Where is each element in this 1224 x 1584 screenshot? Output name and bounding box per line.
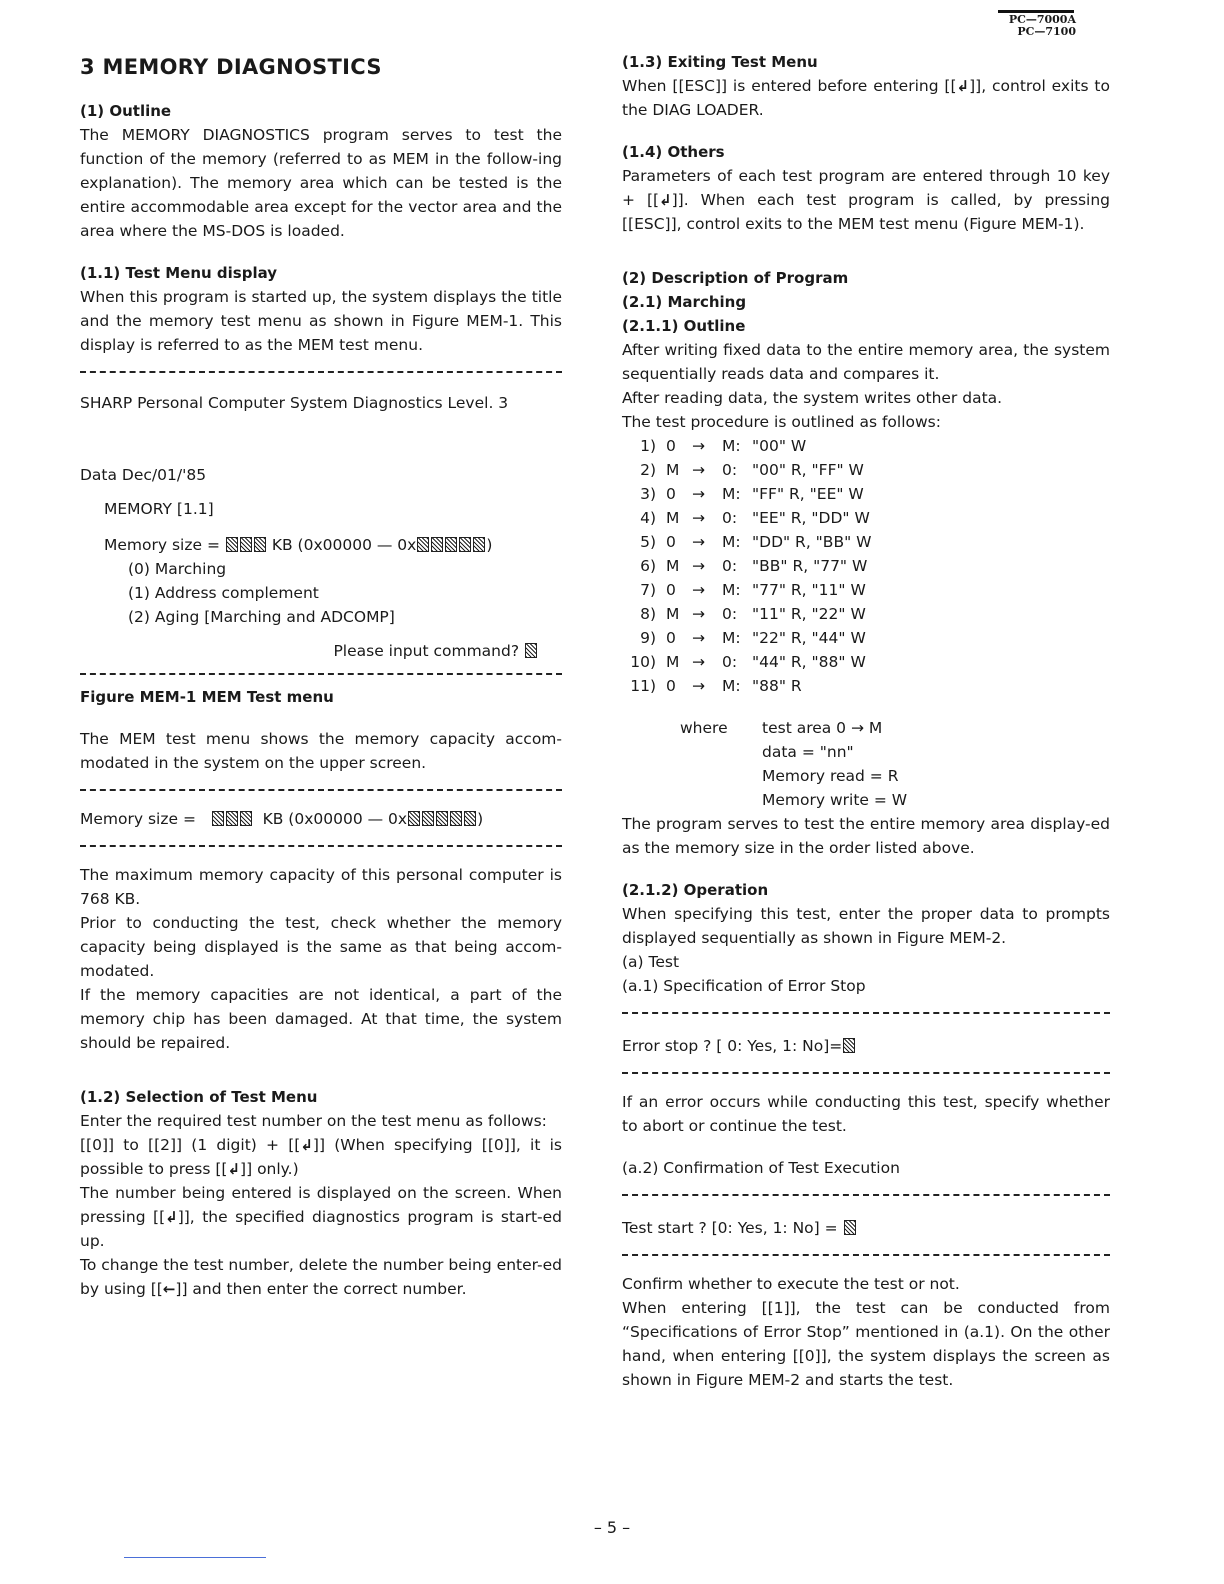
procedure-b: 0: xyxy=(722,605,738,623)
where-item: test area 0 → M xyxy=(762,719,883,737)
procedure-a: M xyxy=(666,461,680,479)
procedure-n: 10) xyxy=(630,653,656,671)
procedure-arrow: → xyxy=(692,653,705,671)
procedure-arrow: → xyxy=(692,677,705,695)
procedure-n: 4) xyxy=(640,509,656,527)
procedure-b: 0: xyxy=(722,509,738,527)
procedure-d: "88" R xyxy=(752,677,802,695)
procedure-d: "00" W xyxy=(752,437,807,455)
where-item: Memory write = W xyxy=(762,791,908,809)
where-legend xyxy=(680,716,1110,812)
menu-option-0: (0) Marching xyxy=(128,560,227,578)
divider xyxy=(80,371,562,373)
size-end: ) xyxy=(486,536,493,554)
selection-change-text: To change the test number, delete the number being enter-ed by using [[←]] and then enter the correct number. xyxy=(80,1253,562,1301)
divider xyxy=(622,1072,1110,1074)
procedure-b: M: xyxy=(722,485,741,503)
procedure-arrow: → xyxy=(692,461,705,479)
test-start-prompt: Test start ? [0: Yes, 1: No] = xyxy=(622,1216,1110,1240)
selection-display-text: The number being entered is displayed on the screen. When pressing [[↲]], the specified diagnostics program is start-ed up. xyxy=(80,1184,562,1250)
procedure-a: M xyxy=(666,605,680,623)
screen-memory: MEMORY [1.1] xyxy=(104,500,214,518)
model-b: PC—7100 xyxy=(1017,25,1076,38)
procedure-d: "DD" R, "BB" W xyxy=(752,533,872,551)
procedure-d: "44" R, "88" W xyxy=(752,653,866,671)
procedure-n: 11) xyxy=(630,677,656,695)
procedure-list xyxy=(630,434,1110,698)
menu-display-heading: (1.1) Test Menu display xyxy=(80,264,278,282)
right-column xyxy=(622,50,1110,1392)
procedure-d: "BB" R, "77" W xyxy=(752,557,868,575)
procedure-d: "FF" R, "EE" W xyxy=(752,485,864,503)
procedure-b: 0: xyxy=(722,653,738,671)
procedure-n: 8) xyxy=(640,605,656,623)
procedure-a: 0 xyxy=(666,437,676,455)
command-prompt: Please input command? xyxy=(80,639,562,663)
procedure-n: 9) xyxy=(640,629,656,647)
page-title: 3 MEMORY DIAGNOSTICS xyxy=(80,55,382,79)
divider xyxy=(622,1194,1110,1196)
exit-text: When [[ESC]] is entered before entering [[↲]], control exits to the DIAG LOADER. xyxy=(622,74,1110,122)
procedure-intro: The test procedure is outlined as follows: xyxy=(622,413,941,431)
selection-text: [[0]] to [[2]] (1 digit) + [[↲]] (When specifying [[0]], it is possible to press [[↲]] only.) xyxy=(80,1133,562,1181)
procedure-b: M: xyxy=(722,629,741,647)
procedure-b: M: xyxy=(722,533,741,551)
backspace-key-icon: ← xyxy=(162,1280,176,1298)
outline-heading: (1) Outline xyxy=(80,102,172,120)
procedure-a: 0 xyxy=(666,581,676,599)
selection-heading: (1.2) Selection of Test Menu xyxy=(80,1088,318,1106)
procedure-b: M: xyxy=(722,437,741,455)
after-figure-text: The MEM test menu shows the memory capacity accom-modated in the system on the upper screen. xyxy=(80,730,562,772)
outline2-text: After writing fixed data to the entire memory area, the system sequentially reads data and compares it. xyxy=(622,341,1110,383)
divider xyxy=(80,789,562,791)
menu-option-1: (1) Address complement xyxy=(128,584,319,602)
procedure-b: 0: xyxy=(722,461,738,479)
cursor-box xyxy=(525,643,537,658)
size-prefix: Memory size = xyxy=(104,536,220,554)
procedure-d: "22" R, "44" W xyxy=(752,629,866,647)
procedure-arrow: → xyxy=(692,605,705,623)
procedure-n: 2) xyxy=(640,461,656,479)
menu-option-2: (2) Aging [Marching and ADCOMP] xyxy=(128,608,395,626)
procedure-n: 7) xyxy=(640,581,656,599)
procedure-a: 0 xyxy=(666,677,676,695)
procedure-b: M: xyxy=(722,677,741,695)
procedure-a: 0 xyxy=(666,533,676,551)
divider xyxy=(622,1012,1110,1014)
enter-key-icon: ↲ xyxy=(659,191,672,209)
divider xyxy=(80,673,562,675)
page-header xyxy=(1009,14,1076,38)
error-text: If an error occurs while conducting this test, specify whether to abort or continue the test. xyxy=(622,1093,1110,1135)
procedure-a: M xyxy=(666,509,680,527)
a1-heading: (a.1) Specification of Error Stop xyxy=(622,977,866,995)
screen-title: SHARP Personal Computer System Diagnostics Level. 3 xyxy=(80,394,509,412)
procedure-d: "EE" R, "DD" W xyxy=(752,509,870,527)
procedure-arrow: → xyxy=(692,509,705,527)
screen-memory-size xyxy=(80,533,562,557)
procedure-b: 0: xyxy=(722,557,738,575)
prior-text: Prior to conducting the test, check whether the memory capacity being displayed is the same as that being accom-modated. xyxy=(80,914,562,980)
cursor-box xyxy=(843,1038,855,1053)
operation-text: When specifying this test, enter the proper data to prompts displayed sequentially as shown in Figure MEM-2. xyxy=(622,905,1110,947)
mem-test-menu-screen xyxy=(80,383,562,663)
selection-line1: Enter the required test number on the test menu as follows: xyxy=(80,1112,547,1130)
left-column xyxy=(80,50,562,1301)
size-mid: KB (0x00000 — 0x xyxy=(271,536,417,554)
where-item: Memory read = R xyxy=(762,767,899,785)
procedure-a: 0 xyxy=(666,485,676,503)
divider xyxy=(80,845,562,847)
when-text: When entering [[1]], the test can be conducted from “Specifications of Error Stop” mentioned in (a.1). On the other hand, when entering [[0]], the system displays the screen as shown in Figure MEM-2 and starts the test. xyxy=(622,1299,1110,1389)
page-number: – 5 – xyxy=(593,1518,631,1537)
menu-display-text: When this program is started up, the system displays the title and the memory test menu as shown in Figure MEM-1. This display is referred to as the MEM test menu. xyxy=(80,288,562,354)
model-a: PC—7000A xyxy=(1008,13,1076,26)
procedure-d: "11" R, "22" W xyxy=(752,605,866,623)
procedure-d: "77" R, "11" W xyxy=(752,581,866,599)
enter-key-icon: ↲ xyxy=(956,77,970,95)
after-read-text: After reading data, the system writes other data. xyxy=(622,389,1003,407)
cursor-box xyxy=(844,1220,856,1235)
procedure-d: "00" R, "FF" W xyxy=(752,461,864,479)
procedure-n: 1) xyxy=(640,437,656,455)
procedure-arrow: → xyxy=(692,533,705,551)
procedure-b: M: xyxy=(722,581,741,599)
procedure-a: M xyxy=(666,653,680,671)
footer-line xyxy=(124,1557,266,1558)
if-text: If the memory capacities are not identical, a part of the memory chip has been damaged. At that time, the system should be repaired. xyxy=(80,986,562,1052)
a2-heading: (a.2) Confirmation of Test Execution xyxy=(622,1159,900,1177)
capacity-text: The maximum memory capacity of this personal computer is 768 KB. xyxy=(80,866,562,908)
error-stop-prompt: Error stop ? [ 0: Yes, 1: No]= xyxy=(622,1034,1110,1058)
a-test: (a) Test xyxy=(622,953,680,971)
procedure-n: 3) xyxy=(640,485,656,503)
memory-size-line: Memory size = KB (0x00000 — 0x ) xyxy=(80,810,484,828)
operation-heading: (2.1.2) Operation xyxy=(622,881,769,899)
procedure-n: 5) xyxy=(640,533,656,551)
enter-key-icon: ↲ xyxy=(300,1136,313,1154)
figure-caption: Figure MEM-1 MEM Test menu xyxy=(80,688,334,706)
procedure-a: M xyxy=(666,557,680,575)
procedure-arrow: → xyxy=(692,437,705,455)
program-text: The program serves to test the entire memory area display-ed as the memory size in the order listed above. xyxy=(622,815,1110,857)
marching-heading: (2.1) Marching xyxy=(622,293,747,311)
description-heading: (2) Description of Program xyxy=(622,269,849,287)
procedure-arrow: → xyxy=(692,629,705,647)
outline-text: The MEMORY DIAGNOSTICS program serves to test the function of the memory (referred to as MEM in the follow-ing explanation). The memory area which can be tested is the entire accommodable area except for the vector area and the area where the MS-DOS is loaded. xyxy=(80,126,562,240)
confirm-text: Confirm whether to execute the test or not. xyxy=(622,1275,960,1293)
procedure-arrow: → xyxy=(692,485,705,503)
enter-key-icon: ↲ xyxy=(165,1208,178,1226)
enter-key-icon: ↲ xyxy=(227,1160,241,1178)
procedure-arrow: → xyxy=(692,557,705,575)
others-heading: (1.4) Others xyxy=(622,143,725,161)
procedure-n: 6) xyxy=(640,557,656,575)
screen-date: Data Dec/01/'85 xyxy=(80,466,207,484)
others-text: Parameters of each test program are entered through 10 key + [[↲]]. When each test program is called, by pressing [[ESC]], control exits to the MEM test menu (Figure MEM-1). xyxy=(622,167,1110,233)
divider xyxy=(622,1254,1110,1256)
exit-heading: (1.3) Exiting Test Menu xyxy=(622,53,818,71)
procedure-a: 0 xyxy=(666,629,676,647)
where-item: data = "nn" xyxy=(762,743,854,761)
procedure-arrow: → xyxy=(692,581,705,599)
where-label: where xyxy=(680,719,728,737)
outline2-heading: (2.1.1) Outline xyxy=(622,317,746,335)
